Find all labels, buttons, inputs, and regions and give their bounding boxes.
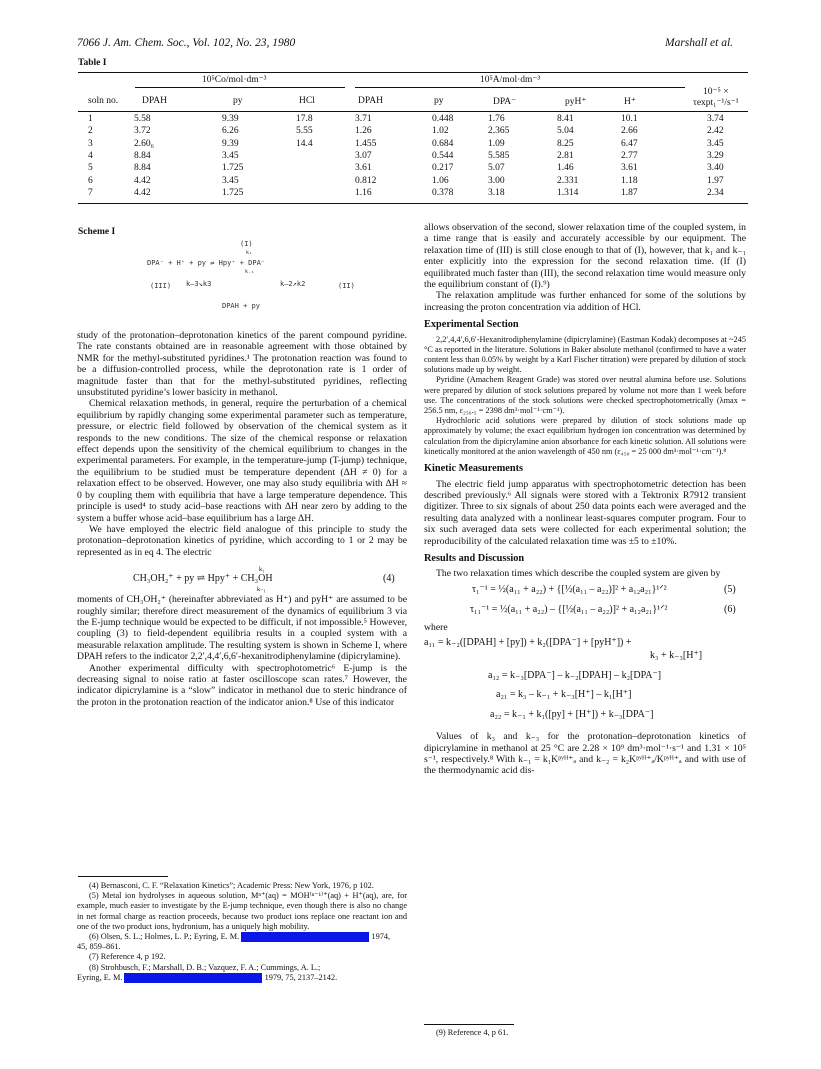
where-label: where [424, 621, 448, 633]
scheme-figure [140, 238, 380, 320]
scheme-label-i: (I) [240, 240, 253, 248]
equation-a11-cont: k₃ + k₋₃[H⁺] [650, 650, 703, 662]
redaction-bar [124, 973, 262, 983]
equation-a21: a₂₁ = k₃ – k₋₁ + k₋₃[H⁺] – k₁[H⁺] [496, 689, 632, 701]
table-cell: 1.26 [355, 126, 372, 137]
footnote-rule [424, 1024, 514, 1025]
table-cell: 3.45 [222, 175, 239, 186]
table-cell: 8.84 [134, 163, 151, 174]
table-cell: 0.812 [355, 175, 377, 186]
equation-4-k1: k₁ [259, 566, 265, 574]
footnote-7: (7) Reference 4, p 192. [89, 952, 166, 962]
paragraph: The relaxation amplitude was further enhanced for some of the solutions by increasing the proton concentration via addition of HCl. [424, 290, 746, 313]
paragraph: Chemical relaxation methods, in general, require the perturbation of a chemical equilibrium by rapidly changing some experimental parameter such as temperature, pressure, or electric field followed by observation of the chemical system as it responds to the new conditions. The size of the chemical response or relaxation effect depends upon the sensitivity of the chemical equilibrium to changes in the experimental parameters. For example, in the temperature-jump (T-jump) technique, the equilibrium to be studied must be temperature dependent (ΔH ≠ 0) for a relaxation effect to be observed. However, one may also study equilibria with ΔH ≈ 0 by coupling them with equilibria that have a large temperature dependence. This principle is used⁴ to study acid–base reactions with ΔH near zero by adding to the system a buffer whose acid–base equilibrium has a large ΔH. [77, 398, 407, 524]
equation-6-body: τ₁₁⁻¹ = ½(a₁₁ + a₂₂) – {[½(a₁₁ – a₂₂)]² + a₁₂a₂₁}¹ᐟ² [470, 603, 668, 615]
table-cell: 5.55 [296, 126, 313, 137]
paragraph: Another experimental difficulty with spectrophotometric⁶ E-jump is the decreasing signal to noise ratio at faster oscilloscope scan rates.⁷ However, the indicator dipicrylamine is a “slow” indicator in methanol due to steric hindrance of the proton in the protonation reaction of the indicator anion.⁸ Use of this indicator [77, 662, 407, 708]
table-cell: 3.45 [222, 150, 239, 161]
table-cell: 1.455 [355, 138, 377, 149]
footnote-6-cont: 45, 859–861. [77, 942, 121, 952]
table-col-header-pyh: pyH⁺ [565, 97, 587, 107]
table-cell: 5.04 [557, 126, 574, 137]
table-cell: 1.16 [355, 187, 372, 198]
table-cell: 1.76 [488, 114, 505, 124]
paragraph: moments of CH₃OH₂⁺ (hereinafter abbreviated as H⁺) and pyH⁺ are assumed to be roughly similar; therefore direct measurement of the dynamics of equilibrium 3 via the E-jump technique would be expected to be difficult, if not impossible.⁵ However, coupling (3) to field-dependent equilibria results in a coupled system with a measurable relaxation amplitude. The resulting system is shown in Scheme I, where DPAH refers to the indicator 2,2′,4,4′,6,6′-hexanitrodiphenylamine (dipicrylamine). [77, 594, 407, 663]
table-cell: 0.378 [432, 187, 454, 198]
scheme-k2-arrows: k–2↗k2 [280, 280, 306, 288]
table-cell: 14.4 [296, 138, 313, 149]
paragraph: We have employed the electric field analogue of this principle to study the protonation–deprotonation kinetics of pyridine, which according to 1 or 2 may be represented as in eq 4. The electric [77, 523, 407, 558]
equation-5-number: (5) [724, 583, 736, 595]
scheme-line2: DPAH + py [222, 302, 260, 310]
table-cell: 10.1 [621, 114, 638, 124]
section-heading-experimental: Experimental Section [424, 319, 519, 331]
scheme-k1: k₁ [246, 250, 253, 256]
table-cell: 3.07 [355, 150, 372, 161]
redaction-bar [241, 932, 369, 942]
table-cell: 5.585 [488, 150, 510, 161]
table-col-header-dpah: DPAH [142, 96, 167, 106]
equation-a11: a₁₁ = k₋₂([DPAH] + [py]) + k₂([DPA⁻] + [pyH⁺]) + [424, 637, 632, 649]
footnote-rule [78, 876, 168, 877]
table-cell: 1.06 [432, 175, 449, 186]
table-caption: Table I [78, 58, 107, 68]
table-row-number: 5 [88, 163, 93, 174]
equation-6 [424, 598, 746, 620]
table-cell: 3.74 [707, 114, 724, 124]
equation-5 [424, 580, 746, 598]
table-cell: 2.365 [488, 126, 510, 137]
table-cell: 3.29 [707, 150, 724, 161]
table-header-rule [78, 111, 748, 112]
equation-4-number: (4) [383, 573, 395, 585]
left-column [77, 330, 407, 708]
running-header-left: 7066 J. Am. Chem. Soc., Vol. 102, No. 23, 1980 [77, 37, 296, 49]
table-cell: 1.18 [621, 175, 638, 186]
equation-5-body: τ₁⁻¹ = ½(a₁₁ + a₂₂) + {[½(a₁₁ – a₂₂)]² + a₁₂a₂₁}¹ᐟ² [472, 583, 667, 595]
table-cell: 2.81 [557, 150, 574, 161]
table-cell: 2.60₆ [134, 138, 154, 149]
table-col-header-py: py [233, 96, 243, 106]
table-cell: 5.58 [134, 114, 151, 124]
table-group-co-rule [135, 87, 345, 88]
paragraph: Hydrochloric acid solutions were prepared by dilution of stock solutions made up approximately by volume; the exact equilibrium hydrogen ion concentration was determined by calculation from the dipicrylamine anion absorbance for each kinetic solution. All solutions were kinetically monitored at the anion wavelength of 450 nm (ε₄₅₀ = 25 000 dm³·mol⁻¹·cm⁻¹).⁸ [424, 416, 746, 456]
table-cell: 8.84 [134, 150, 151, 161]
table-cell: 3.61 [355, 163, 372, 174]
table-col-header-py2: py [434, 96, 444, 106]
paragraph: Pyridine (Amachem Reagent Grade) was stored over neutral alumina before use. Solutions were prepared by dilution of stock solutions prepared by volume not more than 1 week before use. The concentrations of the stock solutions were checked spectrophotometrically (λmax = 256.5 nm, ε₂₅₆.₅ = 2398 dm³·mol⁻¹·cm⁻¹). [424, 375, 746, 416]
table-cell: 4.42 [134, 187, 151, 198]
paragraph: Values of k₃ and k₋₃ for the protonation–deprotonation kinetics of dipicrylamine in methanol at 25 °C are 2.28 × 10⁹ dm³·mol⁻¹·s⁻¹ and 1.31 × 10⁵ s⁻¹, respectively.⁸ With k₋₁ = k₁Kᵖʸᴴ⁺ₐ and k₋₂ = k₂Kᵖʸᴴ⁺ₐ/Kᵖʸᴴ⁺ₐ and with use of the thermodynamic acid dis- [424, 731, 746, 777]
running-header-right: Marshall et al. [665, 37, 734, 49]
table-group-co: 10⁵Co/mol·dm⁻³ [202, 75, 267, 85]
table-cell: 5.07 [488, 163, 505, 174]
table-cell: 2.331 [557, 175, 579, 186]
table-cell: 1.09 [488, 138, 505, 149]
scheme-line1: DPA⁻ + H⁺ + py ⇌ Hpy⁺ + DPA⁻ [147, 259, 266, 267]
table-cell: 9.39 [222, 138, 239, 149]
table-cell: 8.25 [557, 138, 574, 149]
table-cell: 3.00 [488, 175, 505, 186]
paragraph: allows observation of the second, slower relaxation time of the coupled system, in a time range that is easily and accurately accessible by our equipment. The relaxation time of (III) is still close enough to that of (I), however, that k₁ and k₋₁ enter explicitly into the expression for the second relaxation time. (If (I) equilibrated much faster than (III), the second relaxation time would measure only the equilibrium constant of (I).⁹) [424, 222, 746, 291]
right-column [424, 222, 746, 777]
table-row-number: 1 [88, 114, 93, 124]
footnote-8-cont: Eyring, E. M. 1979, 75, 2137–2142. [77, 972, 338, 982]
scheme-title: Scheme I [78, 227, 116, 237]
scheme-label-iii: (III) [150, 282, 172, 290]
table-bottom-rule [78, 203, 748, 204]
table-cell: 6.26 [222, 126, 239, 137]
table-col-header-h: H⁺ [624, 97, 636, 107]
left-footnotes [77, 881, 407, 983]
table-tau-header-top: 10⁻⁵ × [703, 87, 729, 97]
table-col-header-hcl: HCl [299, 96, 315, 106]
table-row-number: 6 [88, 175, 93, 186]
table-cell: 9.39 [222, 114, 239, 124]
table-cell: 3.71 [355, 114, 372, 124]
table-cell: 3.40 [707, 163, 724, 174]
equation-4 [77, 564, 407, 594]
table-col-header-soln: soln no. [88, 96, 119, 106]
table-cell: 2.77 [621, 150, 638, 161]
table-cell: 0.684 [432, 138, 454, 149]
table-cell: 3.72 [134, 126, 151, 137]
scheme-km1: k₋₁ [245, 269, 255, 275]
scheme-label-ii: (II) [338, 282, 355, 290]
table-cell: 0.217 [432, 163, 454, 174]
table-cell: 2.42 [707, 126, 724, 137]
table-cell: 17.8 [296, 114, 313, 124]
table-cell: 6.47 [621, 138, 638, 149]
table-group-a-rule [355, 87, 685, 88]
table-row-number: 4 [88, 150, 93, 161]
table-cell: 4.42 [134, 175, 151, 186]
footnote-8: (8) Strohbusch, F.; Marshall, D. B.; Vazquez, F. A.; Cummings, A. L.; [89, 962, 321, 972]
paragraph: The two relaxation times which describe the coupled system are given by [436, 568, 721, 580]
table-col-header-dpa: DPA⁻ [493, 97, 517, 107]
paragraph: study of the protonation–deprotonation kinetics of the parent compound pyridine. The rate constants obtained are in reasonable agreement with those obtained by NMR for the methyl-substituted pyridines.¹ The protonation reaction was found to be a diffusion-controlled process, while the deprotonation rate is 1 order of magnitude faster than that for the methyl-substituted pyridines, reflecting unsubstituted pyridine’s lower basicity in methanol. [77, 330, 407, 399]
paragraph: The electric field jump apparatus with spectrophotometric detection has been described previously.⁶ All signals were stored with a Tektronix R7912 transient digitizer. Three to six signals of about 250 data points each were averaged and the resulting data analyzed with a nonlinear least-squares computer program. Four to six such averaged data sets were collected for each experimental solution; the reproducibility of the calculated relaxation time was ±5 to ±10%. [424, 478, 746, 547]
table-row-number: 2 [88, 126, 93, 137]
table-top-rule [78, 72, 748, 73]
table-row-number: 7 [88, 187, 93, 198]
section-heading-results: Results and Discussion [424, 552, 525, 564]
table-tau-header-bottom: τexpt₁⁻¹/s⁻¹ [693, 98, 739, 108]
table-cell: 8.41 [557, 114, 574, 124]
table-group-a: 10⁵A/mol·dm⁻³ [480, 75, 541, 85]
scheme-k3-arrows: k–3↘k3 [186, 280, 212, 288]
table-cell: 1.725 [222, 163, 244, 174]
equation-4-body: CH₃OH₂⁺ + py ⇌ Hpy⁺ + CH₃OH [133, 573, 273, 585]
equation-6-number: (6) [724, 603, 736, 615]
table-row-number: 3 [88, 138, 93, 149]
paragraph: 2,2′,4,4′,6,6′-Hexanitrodiphenylamine (dipicrylamine) (Eastman Kodak) decomposes at ~245 °C as reported in the literature. Solutions in Baker absolute methanol (confirmed to have a water content less than 0.05% by weight by a Karl Fischer titration) were prepared by dilution of stock solutions made up by weight. [424, 334, 746, 375]
equation-a-terms [424, 633, 746, 731]
table-cell: 2.66 [621, 126, 638, 137]
table-cell: 3.45 [707, 138, 724, 149]
table-col-header-dpah2: DPAH [358, 96, 383, 106]
table-cell: 1.725 [222, 187, 244, 198]
footnote-6: (6) Olsen, S. L.; Holmes, L. P.; Eyring, E. M. 1974, [89, 932, 391, 942]
table-cell: 1.97 [707, 175, 724, 186]
equation-a22: a₂₂ = k₋₁ + k₁([py] + [H⁺]) + k₋₃[DPA⁻] [490, 709, 654, 721]
section-heading-kinetic: Kinetic Measurements [424, 463, 524, 475]
equation-4-km1: k₋₁ [257, 586, 266, 594]
table-cell: 1.46 [557, 163, 574, 174]
table-cell: 0.544 [432, 150, 454, 161]
footnote-9: (9) Reference 4, p 61. [436, 1028, 509, 1037]
table-cell: 1.314 [557, 187, 579, 198]
table-cell: 2.34 [707, 187, 724, 198]
table-cell: 1.02 [432, 126, 449, 137]
footnote-4: (4) Bernasconi, C. F. “Relaxation Kinetics”; Academic Press: New York, 1976, p 102. [89, 881, 374, 890]
table-cell: 3.18 [488, 187, 505, 198]
footnote-5: (5) Metal ion hydrolyses in aqueous solution, Mⁿ⁺(aq) = MOH⁽ⁿ⁻¹⁾⁺(aq) + H⁺(aq), are, for example, much easier to investigate by the E-jump technique, even though there is also no change in net formal charge as reaction proceeds, because two product ions replace one reactant ion and one of the two product ions, hydronium, has a uniquely high mobility. [77, 891, 407, 931]
table-cell: 0.448 [432, 114, 454, 124]
table-cell: 3.61 [621, 163, 638, 174]
equation-a12: a₁₂ = k₋₃[DPA⁻] – k₋₂[DPAH] – k₂[DPA⁻] [488, 670, 662, 682]
table-cell: 1.87 [621, 187, 638, 198]
